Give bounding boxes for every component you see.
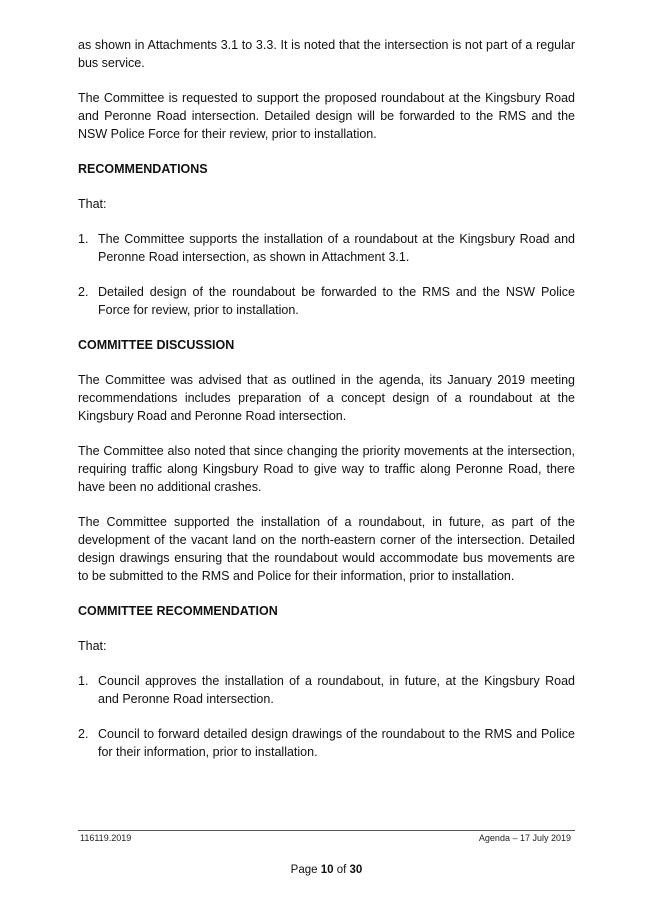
paragraph-discussion-2: The Committee also noted that since changing the priority movements at the intersection, requiring traffic along Kingsbury Road to give way to traffic along Peronne Road, there have been no additional crashes. <box>78 444 575 494</box>
list-text: Detailed design of the roundabout be forwarded to the RMS and the NSW Police Force for review, prior to installation. <box>98 285 575 317</box>
list-text: The Committee supports the installation of a roundabout at the Kingsbury Road and Peronne Road intersection, as shown in Attachment 3.1. <box>98 232 575 264</box>
page-total: 30 <box>349 864 363 876</box>
that-label: That: <box>78 639 107 653</box>
page-mid: of <box>333 864 350 876</box>
footer-agenda-date: Agenda – 17 July 2019 <box>478 833 571 843</box>
list-number: 2. <box>78 285 89 299</box>
paragraph-discussion-1: The Committee was advised that as outlined in the agenda, its January 2019 meeting recommendations includes preparation of a concept design of a roundabout at the Kingsbury Road and Peronne Road intersection. <box>78 373 575 423</box>
list-number: 1. <box>78 232 89 246</box>
recommendations-list <box>78 230 575 319</box>
list-item <box>78 672 575 708</box>
paragraph-attachments: as shown in Attachments 3.1 to 3.3. It is noted that the intersection is not part of a regular bus service. <box>78 38 575 70</box>
committee-recommendations-list <box>78 672 575 761</box>
page-current: 10 <box>320 864 334 876</box>
footer-reference: 116119.2019 <box>80 833 132 843</box>
list-item <box>78 230 575 266</box>
list-number: 2. <box>78 727 89 741</box>
heading-committee-recommendation: COMMITTEE RECOMMENDATION <box>78 604 278 618</box>
heading-committee-discussion: COMMITTEE DISCUSSION <box>78 338 235 352</box>
list-number: 1. <box>78 674 89 688</box>
page-prefix: Page <box>290 864 321 876</box>
heading-recommendations: RECOMMENDATIONS <box>78 162 208 176</box>
list-text: Council to forward detailed design drawings of the roundabout to the RMS and Police for their information, prior to installation. <box>98 727 575 759</box>
paragraph-request: The Committee is requested to support the proposed roundabout at the Kingsbury Road and Peronne Road intersection. Detailed design will be forwarded to the RMS and the NSW Police Force for their review, prior to installation. <box>78 91 575 141</box>
list-text: Council approves the installation of a roundabout, in future, at the Kingsbury Road and Peronne Road intersection. <box>98 674 575 706</box>
paragraph-discussion-3: The Committee supported the installation of a roundabout, in future, as part of the development of the vacant land on the north-eastern corner of the intersection. Detailed design drawings ensuring that the roundabout would accommodate bus movements are to be submitted to the RMS and Police for their information, prior to installation. <box>78 515 575 583</box>
page-content <box>78 36 575 761</box>
footer-divider <box>78 830 575 831</box>
list-item <box>78 725 575 761</box>
page-number <box>0 864 653 876</box>
list-item <box>78 283 575 319</box>
that-label: That: <box>78 197 107 211</box>
